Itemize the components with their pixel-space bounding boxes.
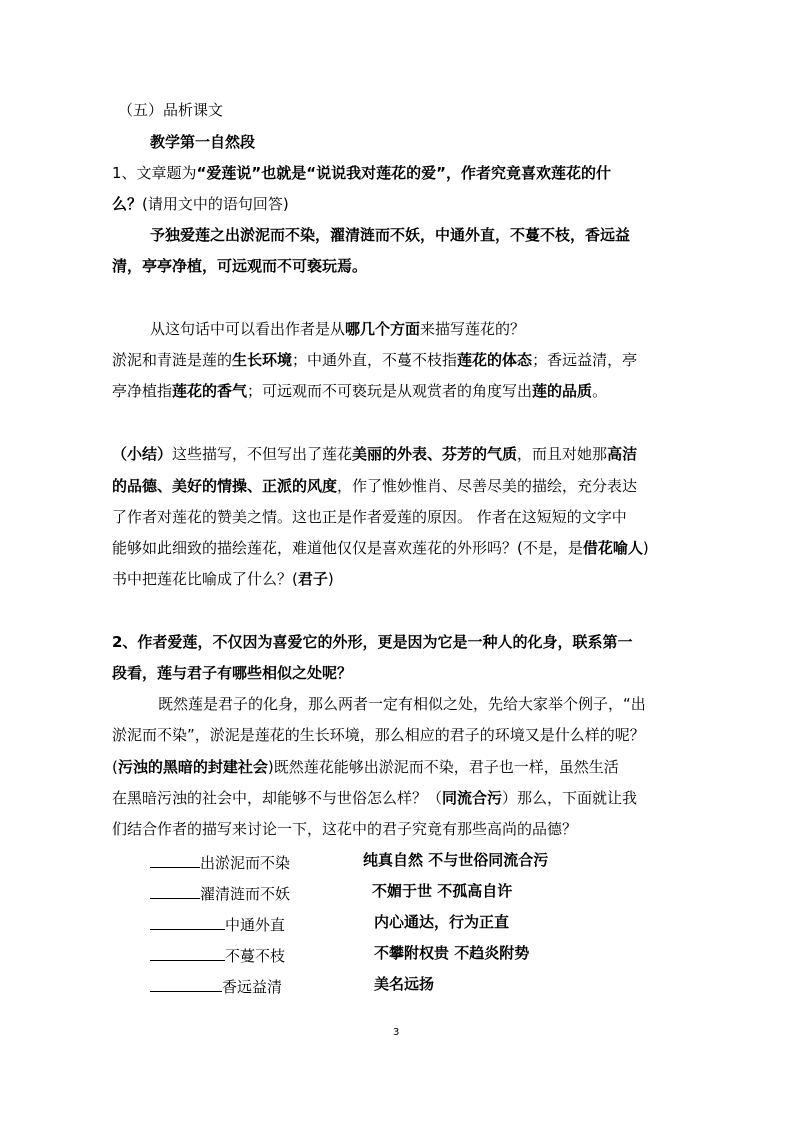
table-meaning: 美名远扬 bbox=[374, 975, 435, 993]
summary-text: 能够如此细致的描绘莲花，难道他仅仅是喜欢莲花的外形吗？(不是，是 bbox=[112, 539, 583, 557]
table-phrase: 不蔓不枝 bbox=[225, 947, 286, 965]
table-row bbox=[150, 884, 290, 902]
summary-bold: 美丽的外表、芬芳的气质 bbox=[352, 445, 518, 463]
summary-bold: 借花喻人 bbox=[582, 539, 643, 557]
summary-text: 这些描写，不但写出了莲花 bbox=[172, 445, 353, 463]
analysis-text: 淤泥和青涟是莲的 bbox=[112, 351, 233, 369]
analysis-bold-fragrance: 莲花的香气 bbox=[172, 382, 248, 400]
fill-blank bbox=[150, 977, 222, 992]
table-phrase: 香远益清 bbox=[222, 978, 283, 996]
table-row bbox=[150, 853, 290, 871]
q2-line2: 段看，莲与君子有哪些相似之处呢？ bbox=[112, 664, 353, 682]
q2-text: ( bbox=[112, 758, 118, 776]
q2-paragraph-line2: 淤泥而不染”，淤泥是莲花的生长环境，那么相应的君子的环境又是什么样的呢？ bbox=[112, 726, 645, 744]
q2-text: 在黑暗污浊的社会中，却能够不与世俗怎么样？（ bbox=[112, 789, 443, 807]
summary-line5 bbox=[112, 572, 334, 587]
table-row bbox=[150, 915, 285, 933]
q1-prefix: 1、文章题为 bbox=[112, 164, 197, 182]
summary-text: 书中把莲花比喻成了什么？( bbox=[112, 570, 298, 588]
table-meaning: 纯真自然 不与世俗同流合污 bbox=[363, 851, 549, 869]
analysis-text: ；香远益清，亭 bbox=[532, 351, 638, 369]
summary-text: ) bbox=[642, 539, 649, 557]
summary-bold: 的品德、美好的情操、正派的风度 bbox=[112, 477, 338, 495]
section-subheading: 教学第一自然段 bbox=[150, 133, 256, 151]
analysis-line1 bbox=[112, 353, 637, 368]
summary-line1 bbox=[112, 447, 637, 462]
q2-paragraph-line3 bbox=[112, 760, 619, 775]
q1-question-end: 么？ bbox=[112, 195, 143, 213]
q2-text: )既然莲花能够出淤泥而不染，君子也一样，虽然生活 bbox=[267, 758, 619, 776]
q1-line1 bbox=[112, 166, 611, 181]
summary-label: （小结） bbox=[112, 445, 173, 463]
table-meaning: 不媚于世 不孤高自许 bbox=[372, 882, 513, 900]
summary-bold: 君子 bbox=[297, 570, 328, 588]
table-meaning: 不攀附权贵 不趋炎附势 bbox=[374, 944, 530, 962]
fill-blank bbox=[150, 853, 200, 868]
analysis-text: ；可远观而不可亵玩是从观赏者的角度写出 bbox=[247, 382, 533, 400]
analysis-text: 亭净植指 bbox=[112, 382, 173, 400]
summary-line4 bbox=[112, 541, 649, 556]
q2-paragraph-line1: 既然莲是君子的化身，那么两者一定有相似之处，先给大家举个例子，“出 bbox=[158, 695, 646, 713]
analysis-bold-form: 莲花的体态 bbox=[457, 351, 533, 369]
q2-text: ）那么，下面就让我 bbox=[502, 789, 638, 807]
analysis-text: 。 bbox=[592, 382, 608, 400]
table-row bbox=[150, 946, 285, 964]
analysis-question bbox=[150, 322, 525, 337]
summary-line2 bbox=[112, 479, 637, 494]
q1-answer-line2: 清，亭亭净植，可远观而不可亵玩焉。 bbox=[112, 257, 368, 275]
analysis-question-bold: 哪几个方面 bbox=[345, 320, 421, 338]
table-row bbox=[150, 977, 282, 995]
analysis-bold-environment: 生长环境 bbox=[232, 351, 293, 369]
analysis-question-text: 从这句话中可以看出作者是从 bbox=[150, 320, 346, 338]
fill-blank bbox=[150, 915, 225, 930]
analysis-bold-quality: 莲的品质 bbox=[532, 382, 593, 400]
q1-hint: (请用文中的语句回答) bbox=[142, 195, 289, 213]
q2-paragraph-line4 bbox=[112, 791, 637, 806]
analysis-line2 bbox=[112, 384, 607, 399]
q1-line2 bbox=[112, 197, 289, 212]
table-phrase: 濯清涟而不妖 bbox=[200, 885, 291, 903]
section-heading: （五）品析课文 bbox=[118, 101, 224, 119]
summary-text: ) bbox=[327, 570, 334, 588]
table-phrase: 出淤泥而不染 bbox=[200, 854, 291, 872]
page-number: 3 bbox=[393, 1027, 400, 1038]
analysis-question-end: 来描写莲花的？ bbox=[420, 320, 526, 338]
q1-question-text: “爱莲说”也就是“说说我对莲花的爱”，作者究竟喜欢莲花的什 bbox=[196, 164, 611, 182]
table-meaning: 内心通达，行为正直 bbox=[374, 913, 510, 931]
table-phrase: 中通外直 bbox=[225, 916, 286, 934]
q2-bold: 污浊的黑暗的封建社会 bbox=[117, 758, 268, 776]
fill-blank bbox=[150, 884, 200, 899]
q2-paragraph-line5: 们结合作者的描写来讨论一下，这花中的君子究竟有那些高尚的品德？ bbox=[112, 820, 578, 838]
q2-line1: 2、作者爱莲，不仅因为喜爱它的外形，更是因为它是一种人的化身，联系第一 bbox=[112, 633, 633, 651]
summary-text: ，作了惟妙惟肖、尽善尽美的描绘，充分表达 bbox=[337, 477, 638, 495]
summary-line3: 了作者对莲花的赞美之情。这也正是作者爱莲的原因。 作者在这短短的文字中 bbox=[112, 508, 627, 526]
fill-blank bbox=[150, 946, 225, 961]
q1-answer-line1: 予独爱莲之出淤泥而不染，濯清涟而不妖，中通外直，不蔓不枝，香远益 bbox=[150, 226, 631, 244]
q2-bold: 同流合污 bbox=[442, 789, 503, 807]
analysis-text: ；中通外直，不蔓不枝指 bbox=[292, 351, 458, 369]
summary-text: ，而且对她那 bbox=[517, 445, 608, 463]
summary-bold: 高洁 bbox=[607, 445, 638, 463]
